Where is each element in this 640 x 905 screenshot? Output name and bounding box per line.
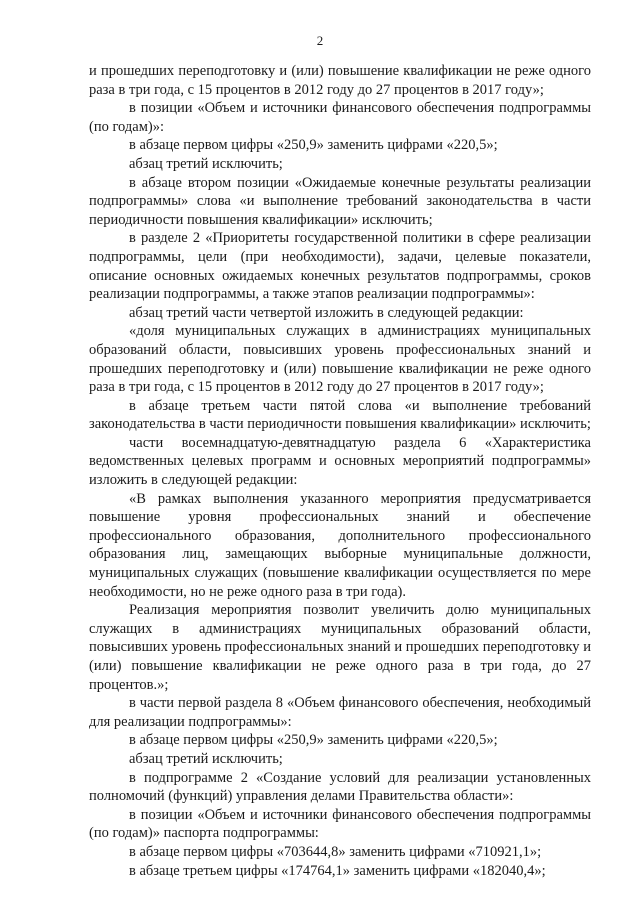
paragraph: в позиции «Объем и источники финансового обеспечения подпрограммы (по годам)»:	[89, 100, 591, 135]
paragraph: абзац третий исключить;	[129, 750, 283, 767]
paragraph: «В рамках выполнения указанного мероприятия предусматривается повышение уровня профессиональных знаний и обеспечение профессионального образования, дополнительного профессионального образования лиц, замещающих выборные муниципальные должности, муниципальных служащих (повышение квалификации осуществляется по мере необходимости, но не реже одного раза в три года).	[89, 490, 591, 600]
paragraph: в абзаце третьем цифры «174764,1» заменить цифрами «182040,4»;	[129, 862, 546, 879]
document-body	[89, 62, 591, 880]
paragraph: части восемнадцатую-девятнадцатую раздела 6 «Характеристика ведомственных целевых программ и основных мероприятий подпрограммы» изложить в следующей редакции:	[89, 434, 591, 489]
page-number: 2	[316, 33, 324, 48]
paragraph: в абзаце третьем части пятой слова «и выполнение требований законодательства в части периодичности повышения квалификации» исключить;	[89, 397, 591, 433]
paragraph: Реализация мероприятия позволит увеличить долю муниципальных служащих в администрациях муниципальных образований области, повысивших уровень профессиональных знаний и прошедших переподготовку и (или) повышение квалификации не реже одного раза в три года, до 27 процентов.»;	[89, 602, 591, 693]
paragraph: «доля муниципальных служащих в администрациях муниципальных образований области, повысивших уровень профессиональных знаний и прошедших переподготовку и (или) повышение квалификации не реже одного раза в три года, с 15 процентов в 2012 году до 27 процентов в 2017 году»;	[89, 323, 591, 396]
paragraph: в абзаце первом цифры «250,9» заменить цифрами «220,5»;	[129, 137, 498, 154]
paragraph: и прошедших переподготовку и (или) повышение квалификации не реже одного раза в три года, с 15 процентов в 2012 году до 27 процентов в 2017 году»;	[89, 63, 591, 98]
paragraph: абзац третий исключить;	[129, 155, 283, 172]
paragraph: в позиции «Объем и источники финансового обеспечения подпрограммы (по годам)» паспорта подпрограммы:	[89, 806, 591, 842]
paragraph: абзац третий части четвертой изложить в следующей редакции:	[129, 304, 524, 321]
paragraph: в абзаце первом цифры «250,9» заменить цифрами «220,5»;	[129, 732, 498, 749]
paragraph: в абзаце втором позиции «Ожидаемые конечные результаты реализации подпрограммы» слова «и выполнение требований законодательства в части периодичности повышения квалификации» исключить;	[89, 174, 591, 228]
paragraph: в абзаце первом цифры «703644,8» заменить цифрами «710921,1»;	[129, 843, 542, 860]
paragraph: в части первой раздела 8 «Объем финансового обеспечения, необходимый для реализации подпрограммы»:	[89, 695, 591, 730]
paragraph: в разделе 2 «Приоритеты государственной политики в сфере реализации подпрограммы, цели (при необходимости), задачи, целевые показатели, описание основных ожидаемых конечных результатов подпрограммы, сроков реализации подпрограммы, а также этапов реализации подпрограммы»:	[89, 230, 591, 303]
paragraph: в подпрограмме 2 «Создание условий для реализации установленных полномочий (функций) управления делами Правительства области»:	[89, 769, 591, 805]
